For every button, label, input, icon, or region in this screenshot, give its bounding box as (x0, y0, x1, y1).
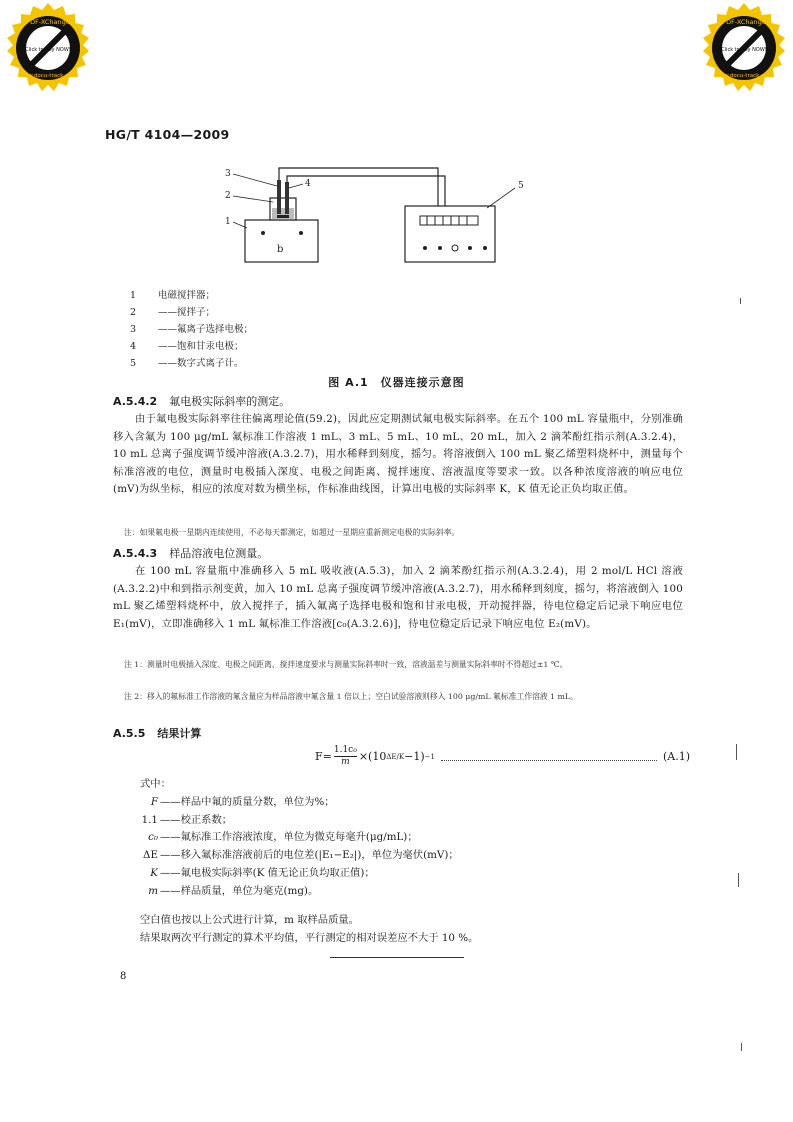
note-2: 注 2：移入的氟标准工作溶液的氟含量应为样品溶液中氟含量 1 倍以上；空白试验溶液则移入 100 μg/mL 氟标准工作溶液 1 mL。 (124, 692, 578, 701)
section-heading-a55: A.5.5 结果计算 (113, 727, 202, 740)
paragraph-slope-measurement: 由于氟电极实际斜率往往偏离理论值(59.2)，因此应定期测试氟电极实际斜率。在五个 100 mL 容量瓶中，分别准确移入含氟为 100 μg/mL 氟标准工作溶液 1 mL、3 mL、5 mL、10 mL、20 mL，加入 2 滴苯酚红指示剂(A.3.2.4)，10 mL 总离子强度调节缓冲溶液(A.3.2.7)，用水稀释到刻度，摇匀。将溶液倒入 100 mL 聚乙烯塑料烧杯中，测量每个标准溶液的电位，测量时电极插入深度、电极之间距离、搅拌速度、溶液温度等要求一致。以各种浓度溶液的响应电位(mV)为纵坐标，相应的浓度对数为横坐标，作标准曲线图，计算出电极的实际斜率 K，K 值无论正负均取正值。 (113, 413, 683, 495)
legend-item: 4 ——饱和甘汞电极； (130, 341, 244, 352)
magnetic-stirrer (245, 220, 318, 262)
formula-label: (A.1) (662, 750, 690, 763)
calomel-electrode (285, 182, 289, 214)
section-heading-a542: A.5.4.2 氟电极实际斜率的测定。 (113, 395, 291, 408)
legend-item: 3 ——氟离子选择电极； (130, 324, 254, 335)
closing-text (140, 911, 478, 947)
badge-seal-icon (698, 2, 790, 94)
formula-definitions (118, 776, 459, 901)
legend-item: 5 ——数字式离子计。 (130, 358, 244, 369)
pdf-xchange-badge-right[interactable] (698, 2, 790, 94)
figure-caption: 图 A.1 仪器连接示意图 (328, 376, 465, 389)
formula-a1: F= $\frac{\text{1.1c₀}}{m}$ ×(10 ΔE/K −1) −1 (A.1) (315, 745, 690, 767)
standard-code-header: HG/T 4104—2009 (105, 127, 230, 142)
page-number: 8 (120, 971, 127, 982)
callout-3: 3 (225, 169, 231, 179)
svg-text:PDF-XChange: PDF-XChange (26, 18, 70, 26)
note-slope: 注：如果氟电极一星期内连续使用，不必每天都测定，如超过一星期应重新测定电极的实际斜率。 (124, 528, 460, 537)
definition-item: F ——样品中氟的质量分数，单位为%； (150, 795, 335, 808)
legend-item: 2 ——搅拌子； (130, 307, 216, 318)
instrument-connection-diagram (215, 160, 545, 270)
scan-artifact (738, 873, 739, 887)
definition-item: ΔE ——移入氟标准溶液前后的电位差(|E₁−E₂|)，单位为毫伏(mV)； (143, 849, 459, 862)
callout-2: 2 (225, 191, 231, 201)
blank-value-note: 空白值也按以上公式进行计算，m 取样品质量。 (140, 914, 359, 926)
fluoride-electrode (277, 180, 281, 214)
end-rule (330, 957, 464, 958)
figure-legend (130, 287, 253, 372)
where-label: 式中： (140, 778, 171, 790)
svg-text:Click to buy NOW!: Click to buy NOW! (721, 47, 767, 53)
scan-artifact (741, 1043, 742, 1051)
badge-seal-icon (2, 2, 94, 94)
paragraph-sample-potential: 在 100 mL 容量瓶中准确移入 5 mL 吸收液(A.5.3)，加入 2 滴苯酚红指示剂(A.3.2.4)，用 2 mol/L HCl 溶液(A.3.2.2)中和到指示剂变黄，加入 10 mL 总离子强度调节缓冲溶液(A.3.2.7)，用水稀释到刻度，摇匀，将溶液倒入 100 mL 聚乙烯塑料烧杯中，放入搅拌子，插入氟离子选择电极和饱和甘汞电极，开动搅拌器，待电位稳定后记录下响应电位 E₁(mV)，立即准确移入 1 mL 氟标准工作溶液[c₀(A.3.2.6)]，待电位稳定后记录下响应电位 E₂(mV)。 (113, 565, 683, 630)
svg-text:www.docu-track.com: www.docu-track.com (715, 73, 773, 79)
result-precision-note: 结果取两次平行测定的算术平均值，平行测定的相对误差应不大于 10 %。 (140, 932, 479, 944)
definition-item: m ——样品质量，单位为毫克(mg)。 (148, 884, 319, 897)
note-1: 注 1：测量时电极插入深度、电极之间距离、搅拌速度要求与测量实际斜率时一致，溶液温差与测量实际斜率时不得超过±1 ℃。 (124, 660, 568, 669)
section-heading-a543: A.5.4.3 样品溶液电位测量。 (113, 547, 269, 560)
legend-item: 1 电磁搅拌器； (130, 290, 216, 301)
definition-item: K ——氟电极实际斜率(K 值无论正负均取正值)； (150, 866, 375, 879)
callout-4: 4 (305, 179, 311, 189)
callout-5: 5 (518, 181, 524, 191)
scan-artifact (740, 298, 741, 304)
svg-text:PDF-XChange: PDF-XChange (722, 18, 766, 26)
formula-lhs: F= (315, 750, 332, 763)
definition-item: c₀ ——氟标准工作溶液浓度，单位为微克每毫升(μg/mL)； (148, 831, 418, 844)
svg-text:www.docu-track.com: www.docu-track.com (19, 73, 77, 79)
svg-text:b: b (277, 244, 284, 255)
scan-artifact (736, 744, 737, 760)
formula-fraction: $\frac{\text{1.1c₀}}{m}$ (333, 745, 357, 767)
stir-bar (277, 215, 289, 218)
callout-1: 1 (225, 217, 231, 227)
definition-item: 1.1 ——校正系数； (141, 813, 233, 826)
pdf-xchange-badge-left[interactable] (2, 2, 94, 94)
digital-ion-meter (405, 206, 495, 262)
svg-text:Click to buy NOW!: Click to buy NOW! (25, 47, 71, 53)
